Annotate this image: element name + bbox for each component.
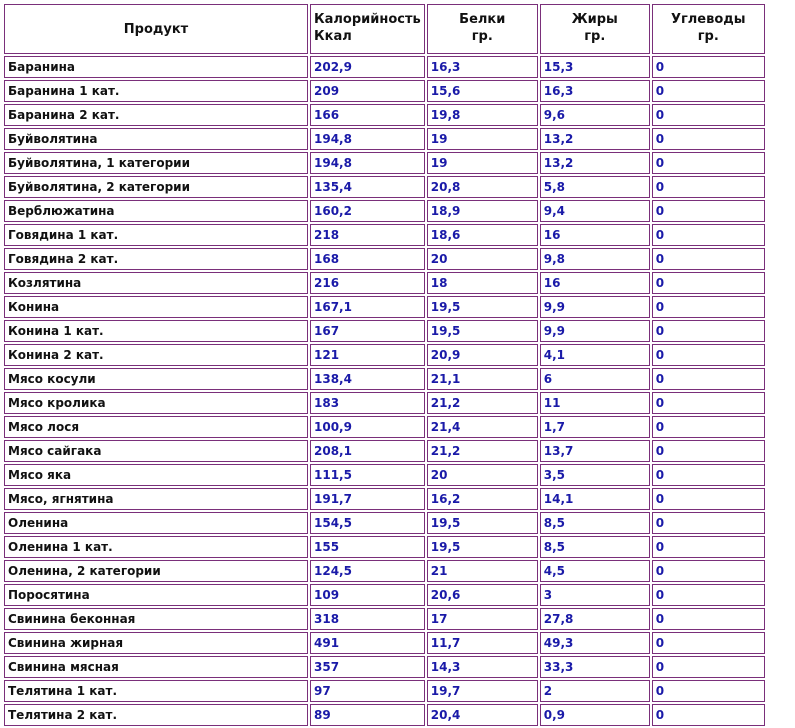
protein-cell: 20,6	[427, 584, 538, 606]
protein-cell: 21,2	[427, 440, 538, 462]
header-carbs-line2: гр.	[697, 29, 719, 44]
product-name-cell: Свинина жирная	[4, 632, 308, 654]
fat-cell: 9,9	[540, 296, 650, 318]
fat-cell: 16	[540, 224, 650, 246]
carbs-cell: 0	[652, 512, 765, 534]
fat-cell: 1,7	[540, 416, 650, 438]
carbs-cell: 0	[652, 608, 765, 630]
calories-cell: 194,8	[310, 152, 425, 174]
product-name-cell: Свинина мясная	[4, 656, 308, 678]
fat-cell: 13,7	[540, 440, 650, 462]
calories-cell: 121	[310, 344, 425, 366]
calories-cell: 97	[310, 680, 425, 702]
fat-cell: 13,2	[540, 152, 650, 174]
fat-cell: 9,4	[540, 200, 650, 222]
product-name-cell: Конина 2 кат.	[4, 344, 308, 366]
fat-cell: 2	[540, 680, 650, 702]
table-row	[4, 128, 765, 150]
protein-cell: 19	[427, 128, 538, 150]
protein-cell: 21,4	[427, 416, 538, 438]
table-row	[4, 56, 765, 78]
carbs-cell: 0	[652, 392, 765, 414]
carbs-cell: 0	[652, 488, 765, 510]
nutrition-table	[2, 2, 767, 728]
calories-cell: 109	[310, 584, 425, 606]
table-row	[4, 80, 765, 102]
table-row	[4, 416, 765, 438]
product-name-cell: Козлятина	[4, 272, 308, 294]
fat-cell: 3	[540, 584, 650, 606]
calories-cell: 209	[310, 80, 425, 102]
fat-cell: 11	[540, 392, 650, 414]
table-row	[4, 488, 765, 510]
table-row	[4, 560, 765, 582]
product-name-cell: Мясо косули	[4, 368, 308, 390]
carbs-cell: 0	[652, 248, 765, 270]
carbs-cell: 0	[652, 104, 765, 126]
carbs-cell: 0	[652, 584, 765, 606]
protein-cell: 19,5	[427, 512, 538, 534]
carbs-cell: 0	[652, 128, 765, 150]
table-row	[4, 368, 765, 390]
table-row	[4, 272, 765, 294]
calories-cell: 167	[310, 320, 425, 342]
carbs-cell: 0	[652, 416, 765, 438]
product-name-cell: Свинина беконная	[4, 608, 308, 630]
product-name-cell: Телятина 1 кат.	[4, 680, 308, 702]
protein-cell: 18,6	[427, 224, 538, 246]
header-carbs	[652, 4, 765, 54]
fat-cell: 5,8	[540, 176, 650, 198]
header-calories-line1: Калорийность	[314, 12, 421, 27]
table-row	[4, 152, 765, 174]
carbs-cell: 0	[652, 80, 765, 102]
fat-cell: 3,5	[540, 464, 650, 486]
product-name-cell: Мясо лося	[4, 416, 308, 438]
fat-cell: 8,5	[540, 512, 650, 534]
carbs-cell: 0	[652, 56, 765, 78]
calories-cell: 154,5	[310, 512, 425, 534]
calories-cell: 167,1	[310, 296, 425, 318]
header-fat	[540, 4, 650, 54]
product-name-cell: Мясо, ягнятина	[4, 488, 308, 510]
calories-cell: 357	[310, 656, 425, 678]
product-name-cell: Мясо яка	[4, 464, 308, 486]
protein-cell: 18	[427, 272, 538, 294]
calories-cell: 218	[310, 224, 425, 246]
protein-cell: 11,7	[427, 632, 538, 654]
table-row	[4, 296, 765, 318]
product-name-cell: Баранина 2 кат.	[4, 104, 308, 126]
calories-cell: 318	[310, 608, 425, 630]
fat-cell: 33,3	[540, 656, 650, 678]
carbs-cell: 0	[652, 272, 765, 294]
product-name-cell: Буйволятина, 1 категории	[4, 152, 308, 174]
product-name-cell: Баранина 1 кат.	[4, 80, 308, 102]
table-row	[4, 392, 765, 414]
protein-cell: 18,9	[427, 200, 538, 222]
protein-cell: 19,5	[427, 296, 538, 318]
product-name-cell: Конина	[4, 296, 308, 318]
table-row	[4, 224, 765, 246]
table-header	[4, 4, 765, 54]
protein-cell: 14,3	[427, 656, 538, 678]
product-name-cell: Оленина, 2 категории	[4, 560, 308, 582]
table-row	[4, 344, 765, 366]
carbs-cell: 0	[652, 176, 765, 198]
protein-cell: 19,5	[427, 536, 538, 558]
fat-cell: 16,3	[540, 80, 650, 102]
carbs-cell: 0	[652, 200, 765, 222]
fat-cell: 13,2	[540, 128, 650, 150]
table-row	[4, 704, 765, 726]
fat-cell: 15,3	[540, 56, 650, 78]
protein-cell: 21	[427, 560, 538, 582]
header-protein-line2: гр.	[471, 29, 493, 44]
product-name-cell: Оленина 1 кат.	[4, 536, 308, 558]
carbs-cell: 0	[652, 464, 765, 486]
fat-cell: 8,5	[540, 536, 650, 558]
calories-cell: 155	[310, 536, 425, 558]
fat-cell: 0,9	[540, 704, 650, 726]
fat-cell: 6	[540, 368, 650, 390]
protein-cell: 16,2	[427, 488, 538, 510]
carbs-cell: 0	[652, 344, 765, 366]
protein-cell: 19,7	[427, 680, 538, 702]
table-row	[4, 680, 765, 702]
header-product: Продукт	[4, 4, 308, 54]
protein-cell: 20	[427, 464, 538, 486]
protein-cell: 21,2	[427, 392, 538, 414]
calories-cell: 135,4	[310, 176, 425, 198]
product-name-cell: Баранина	[4, 56, 308, 78]
protein-cell: 20	[427, 248, 538, 270]
header-row	[4, 4, 765, 54]
table-row	[4, 656, 765, 678]
product-name-cell: Буйволятина, 2 категории	[4, 176, 308, 198]
calories-cell: 491	[310, 632, 425, 654]
protein-cell: 19	[427, 152, 538, 174]
protein-cell: 20,8	[427, 176, 538, 198]
protein-cell: 20,9	[427, 344, 538, 366]
header-carbs-line1: Углеводы	[670, 12, 746, 27]
calories-cell: 208,1	[310, 440, 425, 462]
fat-cell: 16	[540, 272, 650, 294]
table-row	[4, 464, 765, 486]
carbs-cell: 0	[652, 152, 765, 174]
carbs-cell: 0	[652, 632, 765, 654]
carbs-cell: 0	[652, 368, 765, 390]
carbs-cell: 0	[652, 320, 765, 342]
protein-cell: 15,6	[427, 80, 538, 102]
header-calories-line2: Ккал	[314, 29, 352, 44]
table-row	[4, 608, 765, 630]
product-name-cell: Говядина 1 кат.	[4, 224, 308, 246]
product-name-cell: Телятина 2 кат.	[4, 704, 308, 726]
table-row	[4, 200, 765, 222]
header-fat-line2: гр.	[584, 29, 606, 44]
protein-cell: 16,3	[427, 56, 538, 78]
product-name-cell: Говядина 2 кат.	[4, 248, 308, 270]
calories-cell: 160,2	[310, 200, 425, 222]
calories-cell: 100,9	[310, 416, 425, 438]
carbs-cell: 0	[652, 296, 765, 318]
carbs-cell: 0	[652, 536, 765, 558]
calories-cell: 191,7	[310, 488, 425, 510]
calories-cell: 166	[310, 104, 425, 126]
calories-cell: 216	[310, 272, 425, 294]
fat-cell: 9,9	[540, 320, 650, 342]
header-protein-line1: Белки	[459, 12, 506, 27]
calories-cell: 111,5	[310, 464, 425, 486]
table-row	[4, 536, 765, 558]
product-name-cell: Поросятина	[4, 584, 308, 606]
table-row	[4, 440, 765, 462]
carbs-cell: 0	[652, 224, 765, 246]
calories-cell: 124,5	[310, 560, 425, 582]
carbs-cell: 0	[652, 680, 765, 702]
product-name-cell: Верблюжатина	[4, 200, 308, 222]
table-row	[4, 248, 765, 270]
fat-cell: 4,5	[540, 560, 650, 582]
product-name-cell: Мясо кролика	[4, 392, 308, 414]
table-row	[4, 584, 765, 606]
protein-cell: 19,8	[427, 104, 538, 126]
calories-cell: 194,8	[310, 128, 425, 150]
table-row	[4, 176, 765, 198]
table-row	[4, 104, 765, 126]
protein-cell: 21,1	[427, 368, 538, 390]
calories-cell: 89	[310, 704, 425, 726]
carbs-cell: 0	[652, 440, 765, 462]
product-name-cell: Конина 1 кат.	[4, 320, 308, 342]
protein-cell: 17	[427, 608, 538, 630]
carbs-cell: 0	[652, 704, 765, 726]
table-row	[4, 512, 765, 534]
product-name-cell: Оленина	[4, 512, 308, 534]
header-calories	[310, 4, 425, 54]
header-protein	[427, 4, 538, 54]
protein-cell: 20,4	[427, 704, 538, 726]
product-name-cell: Буйволятина	[4, 128, 308, 150]
carbs-cell: 0	[652, 656, 765, 678]
product-name-cell: Мясо сайгака	[4, 440, 308, 462]
protein-cell: 19,5	[427, 320, 538, 342]
fat-cell: 27,8	[540, 608, 650, 630]
fat-cell: 4,1	[540, 344, 650, 366]
fat-cell: 14,1	[540, 488, 650, 510]
carbs-cell: 0	[652, 560, 765, 582]
header-fat-line1: Жиры	[571, 12, 618, 27]
fat-cell: 49,3	[540, 632, 650, 654]
calories-cell: 138,4	[310, 368, 425, 390]
fat-cell: 9,8	[540, 248, 650, 270]
fat-cell: 9,6	[540, 104, 650, 126]
table-body	[4, 56, 765, 726]
calories-cell: 202,9	[310, 56, 425, 78]
table-row	[4, 632, 765, 654]
table-row	[4, 320, 765, 342]
calories-cell: 168	[310, 248, 425, 270]
calories-cell: 183	[310, 392, 425, 414]
